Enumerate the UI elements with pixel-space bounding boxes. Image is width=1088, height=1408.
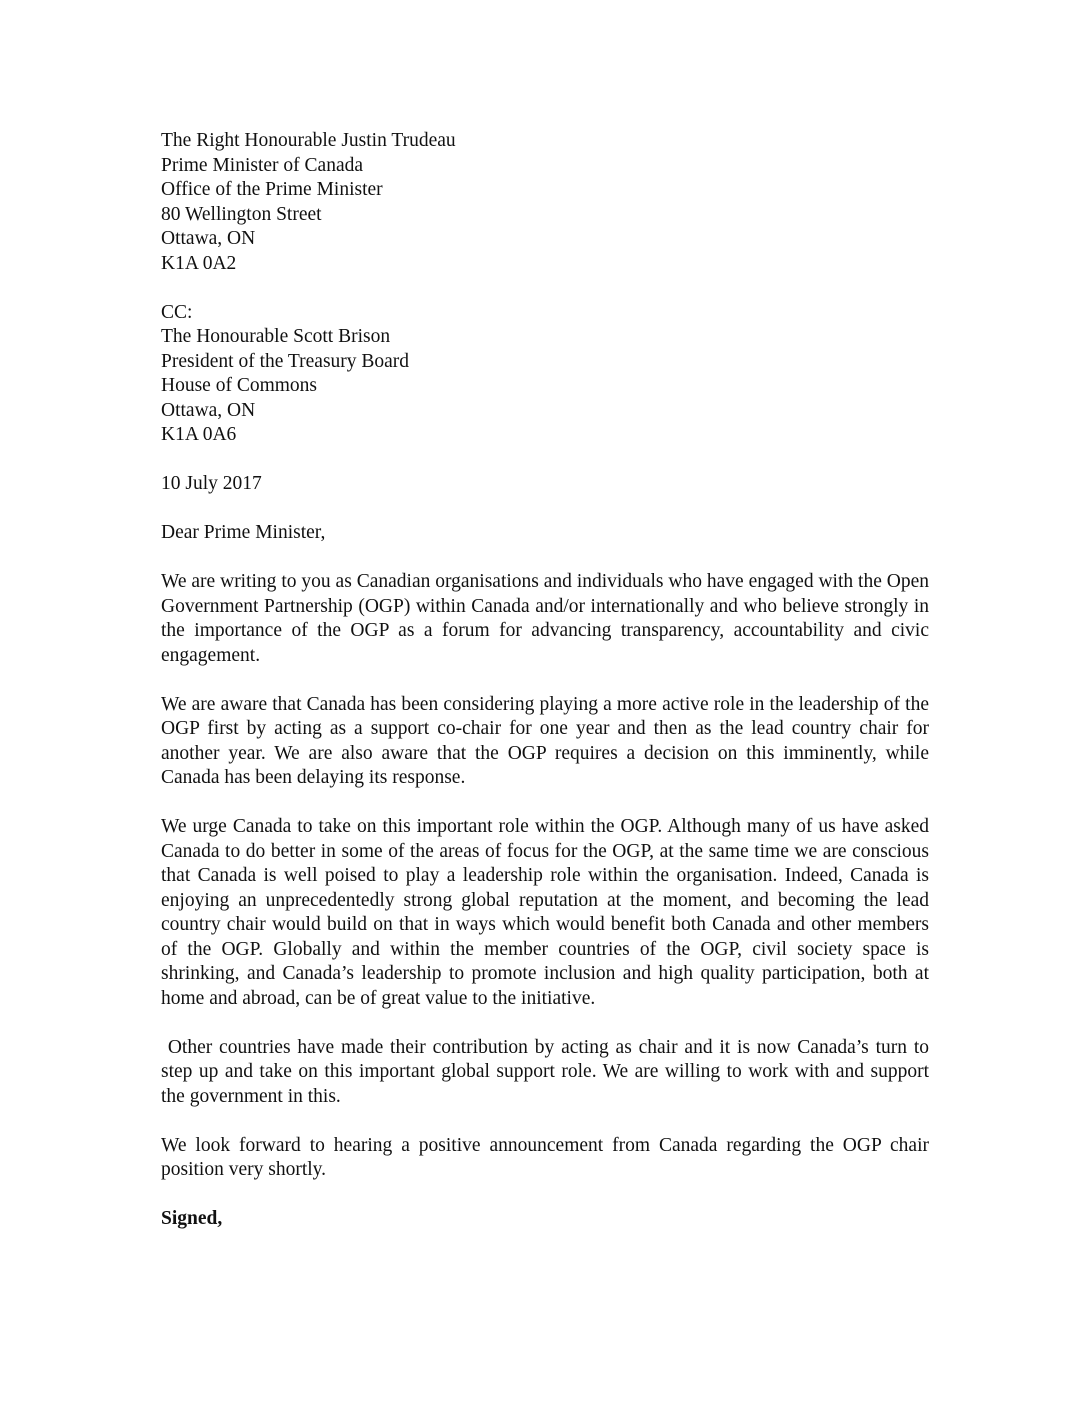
letter-body bbox=[161, 129, 934, 1232]
cc-name: The Honourable Scott Brison bbox=[161, 326, 391, 347]
salutation: Dear Prime Minister, bbox=[161, 522, 326, 543]
closing-signed: Signed, bbox=[161, 1208, 223, 1229]
recipient-name: The Right Honourable Justin Trudeau bbox=[161, 130, 456, 151]
paragraph-closing-remark: We look forward to hearing a positive announcement from Canada regarding the OGP chair position very shortly. bbox=[161, 1134, 929, 1180]
recipient-street: 80 Wellington Street bbox=[161, 203, 322, 225]
recipient-office: Office of the Prime Minister bbox=[161, 179, 383, 200]
cc-title: President of the Treasury Board bbox=[161, 350, 410, 372]
paragraph-intro: We are writing to you as Canadian organisations and individuals who have engaged with the Open Government Partnership (OGP) within Canada and/or internationally and who believe strongly in the importance of the OGP as a forum for advancing transparency, accountability and civic engagement. bbox=[161, 571, 929, 666]
letter-date: 10 July 2017 bbox=[161, 473, 262, 494]
cc-label: CC: bbox=[161, 301, 193, 323]
recipient-address bbox=[161, 129, 929, 276]
cc-postal-code: K1A 0A6 bbox=[161, 424, 237, 445]
cc-address bbox=[161, 301, 929, 448]
recipient-city: Ottawa, ON bbox=[161, 228, 256, 249]
paragraph-urge: We urge Canada to take on this important role within the OGP. Although many of us have asked Canada to do better in some of the areas of focus for the OGP, at the same time we are conscious that Canada is well poised to play a leadership role within the organisation. Indeed, Canada is enjoying an unprecedentedly strong global reputation at the moment, and becoming the lead country chair would build on that in ways which would benefit both Canada and other members of the OGP. Globally and within the member countries of the OGP, civil society space is shrinking, and Canada’s leadership to promote inclusion and high quality participation, both at home and abroad, can be of great value to the initiative. bbox=[161, 816, 929, 1009]
recipient-postal-code: K1A 0A2 bbox=[161, 252, 237, 274]
paragraph-awareness: We are aware that Canada has been considering playing a more active role in the leadership of the OGP first by acting as a support co-chair for one year and then as the lead country chair for another year. We are also aware that the OGP requires a decision on this imminently, while Canada has been delaying its response. bbox=[161, 693, 929, 788]
recipient-title: Prime Minister of Canada bbox=[161, 154, 363, 176]
cc-city: Ottawa, ON bbox=[161, 399, 256, 421]
cc-office: House of Commons bbox=[161, 375, 317, 396]
paragraph-other-countries: Other countries have made their contribution by acting as chair and it is now Canada’s turn to step up and take on this important global support role. We are willing to work with and support the government in this. bbox=[161, 1036, 934, 1107]
